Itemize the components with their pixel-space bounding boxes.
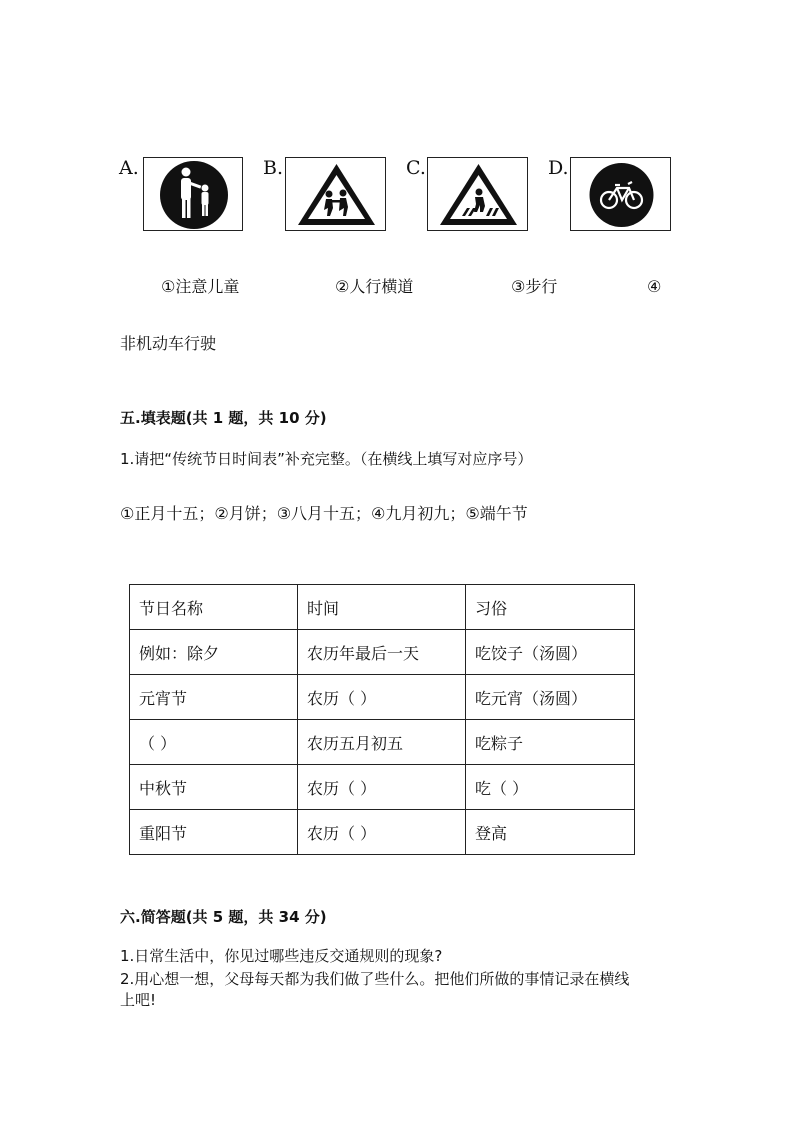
section6-q2-line1: 2.用心想一想，父母每天都为我们做了些什么。把他们所做的事情记录在横线: [120, 970, 630, 988]
children-crossing-triangle-icon: [286, 158, 387, 232]
sign-b[interactable]: [285, 157, 386, 231]
table-cell: 吃粽子: [466, 720, 635, 765]
table-cell: 登高: [466, 810, 635, 855]
festival-table: [129, 584, 635, 855]
option-4: ④: [647, 277, 662, 296]
header-cell: 节日名称: [130, 585, 298, 630]
table-cell-blank[interactable]: 农历（ ）: [298, 765, 466, 810]
sign-letter-a: A.: [119, 157, 139, 179]
sign-a[interactable]: [143, 157, 243, 231]
sign-c[interactable]: [427, 157, 528, 231]
table-row: [130, 720, 635, 765]
section5-question: 1.请把“传统节日时间表”补充完整。（在横线上填写对应序号）: [120, 450, 533, 468]
bicycle-circle-icon: [571, 158, 672, 232]
pedestrian-crosswalk-triangle-icon: [428, 158, 529, 232]
table-cell: 吃饺子（汤圆）: [466, 630, 635, 675]
header-cell: 时间: [298, 585, 466, 630]
section5-choices: ①正月十五；②月饼；③八月十五；④九月初九；⑤端午节: [120, 504, 528, 523]
option-4-wrap: 非机动车行驶: [120, 334, 217, 353]
sign-d[interactable]: [570, 157, 671, 231]
option-2: ②人行横道: [335, 277, 414, 296]
header-cell: 习俗: [466, 585, 635, 630]
option-3: ③步行: [511, 277, 558, 296]
section6-q1: 1.日常生活中，你见过哪些违反交通规则的现象?: [120, 947, 443, 965]
table-header-row: [130, 585, 635, 630]
option-1: ①注意儿童: [161, 277, 240, 296]
sign-letter-b: B.: [263, 157, 284, 179]
table-row: [130, 765, 635, 810]
section6-title: 六.简答题(共 5 题，共 34 分): [120, 908, 327, 926]
table-cell-blank[interactable]: 吃（ ）: [466, 765, 635, 810]
table-row: [130, 675, 635, 720]
section5-title: 五.填表题(共 1 题，共 10 分): [120, 409, 327, 427]
table-cell: 例如：除夕: [130, 630, 298, 675]
table-cell: 中秋节: [130, 765, 298, 810]
table-cell-blank[interactable]: 农历（ ）: [298, 810, 466, 855]
pedestrian-adult-child-circle-icon: [144, 158, 244, 232]
table-cell: 农历五月初五: [298, 720, 466, 765]
sign-letter-c: C.: [406, 157, 426, 179]
table-cell: 农历年最后一天: [298, 630, 466, 675]
table-cell: 重阳节: [130, 810, 298, 855]
section6-q2-line2: 上吧!: [120, 991, 157, 1009]
table-cell: 吃元宵（汤圆）: [466, 675, 635, 720]
sign-letter-d: D.: [548, 157, 569, 179]
table-cell-blank[interactable]: （ ）: [130, 720, 298, 765]
table-row: [130, 630, 635, 675]
table-cell-blank[interactable]: 农历（ ）: [298, 675, 466, 720]
table-row: [130, 810, 635, 855]
table-cell: 元宵节: [130, 675, 298, 720]
